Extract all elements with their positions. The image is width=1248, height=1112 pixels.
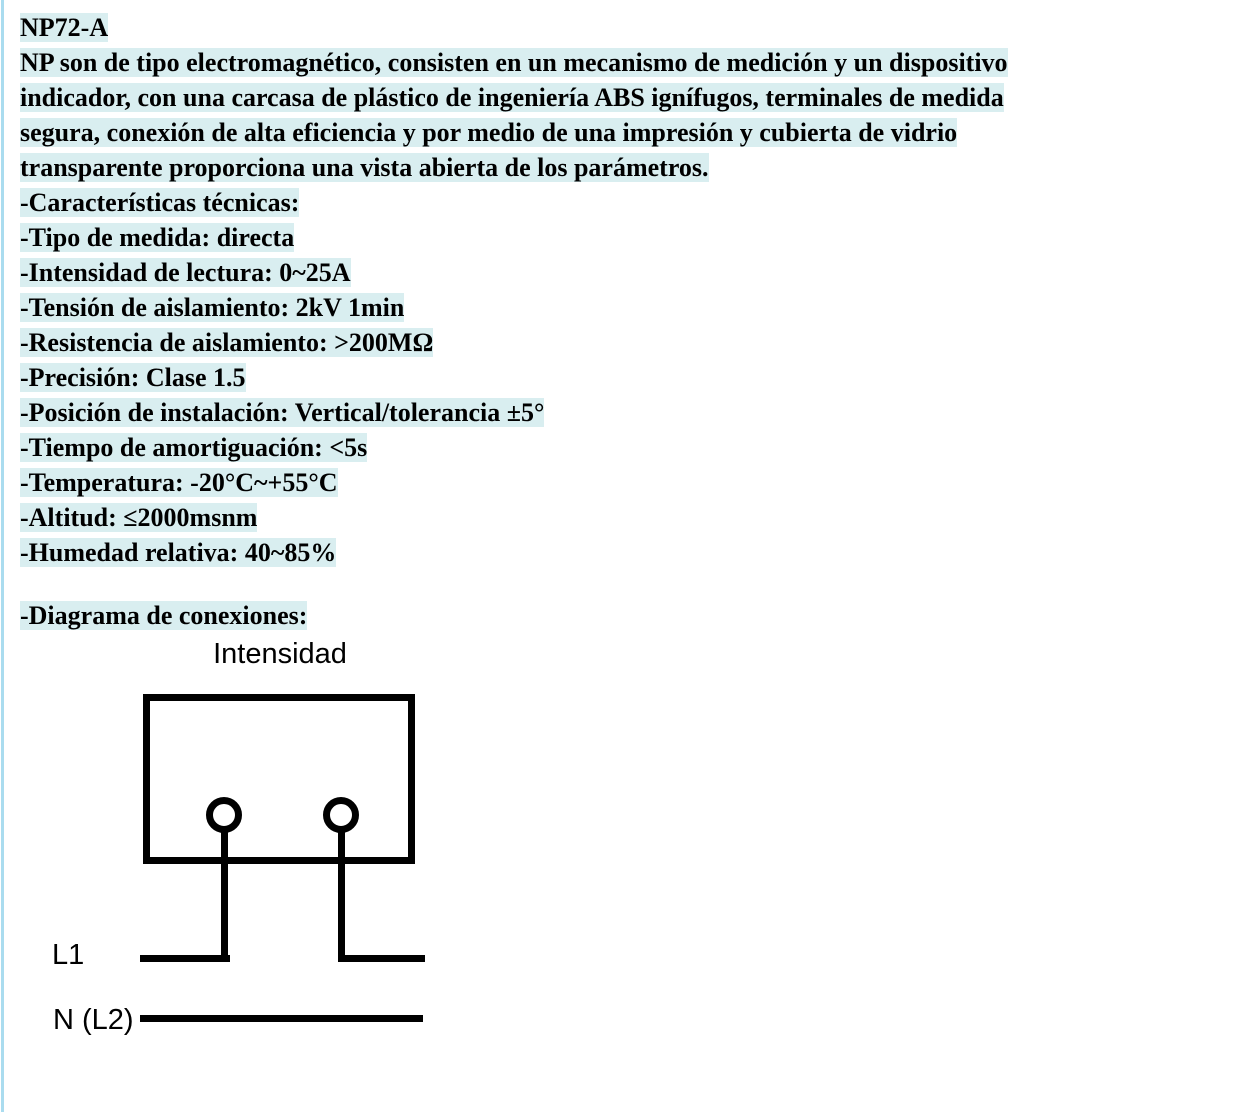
wire-neutral-line — [140, 1015, 423, 1022]
description-line: segura, conexión de alta eficiencia y por medio de una impresión y cubierta de vidrio — [20, 118, 958, 147]
terminal-right-icon — [323, 797, 359, 833]
spec-item-posicion-instalacion: -Posición de instalación: Vertical/tolerancia ±5° — [20, 398, 545, 427]
document-body — [20, 10, 1235, 633]
description-line: transparente proporciona una vista abierta de los parámetros. — [20, 153, 709, 182]
spec-item-tipo-medida: -Tipo de medida: directa — [20, 223, 295, 252]
spec-item-humedad-relativa: -Humedad relativa: 40~85% — [20, 538, 337, 567]
wire-l1-left-segment — [140, 955, 230, 962]
spacer — [20, 570, 1235, 598]
description-line: NP son de tipo electromagnético, consisten en un mecanismo de medición y un dispositivo — [20, 48, 1008, 77]
page-left-edge-rule — [1, 0, 4, 1112]
spec-item-temperatura: -Temperatura: -20°C~+55°C — [20, 468, 338, 497]
wire-l1-right-segment — [342, 955, 425, 962]
specs-heading: -Características técnicas: — [20, 188, 300, 217]
wire-right-vertical — [338, 830, 345, 962]
wire-left-vertical — [221, 830, 228, 962]
description-line: indicador, con una carcasa de plástico de ingeniería ABS ignífugos, terminales de medida — [20, 83, 1004, 112]
spec-item-altitud: -Altitud: ≤2000msnm — [20, 503, 258, 532]
product-title-text: NP72-A — [20, 13, 109, 42]
terminal-left-icon — [206, 797, 242, 833]
neutral-line-label: N (L2) — [53, 1004, 134, 1036]
ammeter-box — [143, 694, 415, 864]
l1-line-label: L1 — [52, 939, 85, 971]
spec-item-precision: -Precisión: Clase 1.5 — [20, 363, 246, 392]
intensity-meter-label: Intensidad — [213, 638, 347, 670]
product-title — [20, 10, 1235, 45]
spec-item-resistencia-aislamiento: -Resistencia de aislamiento: >200MΩ — [20, 328, 434, 357]
diagram-heading: -Diagrama de conexiones: — [20, 601, 308, 630]
spec-item-intensidad-lectura: -Intensidad de lectura: 0~25A — [20, 258, 351, 287]
spec-item-tiempo-amortiguacion: -Tiempo de amortiguación: <5s — [20, 433, 368, 462]
spec-item-tension-aislamiento: -Tensión de aislamiento: 2kV 1min — [20, 293, 405, 322]
